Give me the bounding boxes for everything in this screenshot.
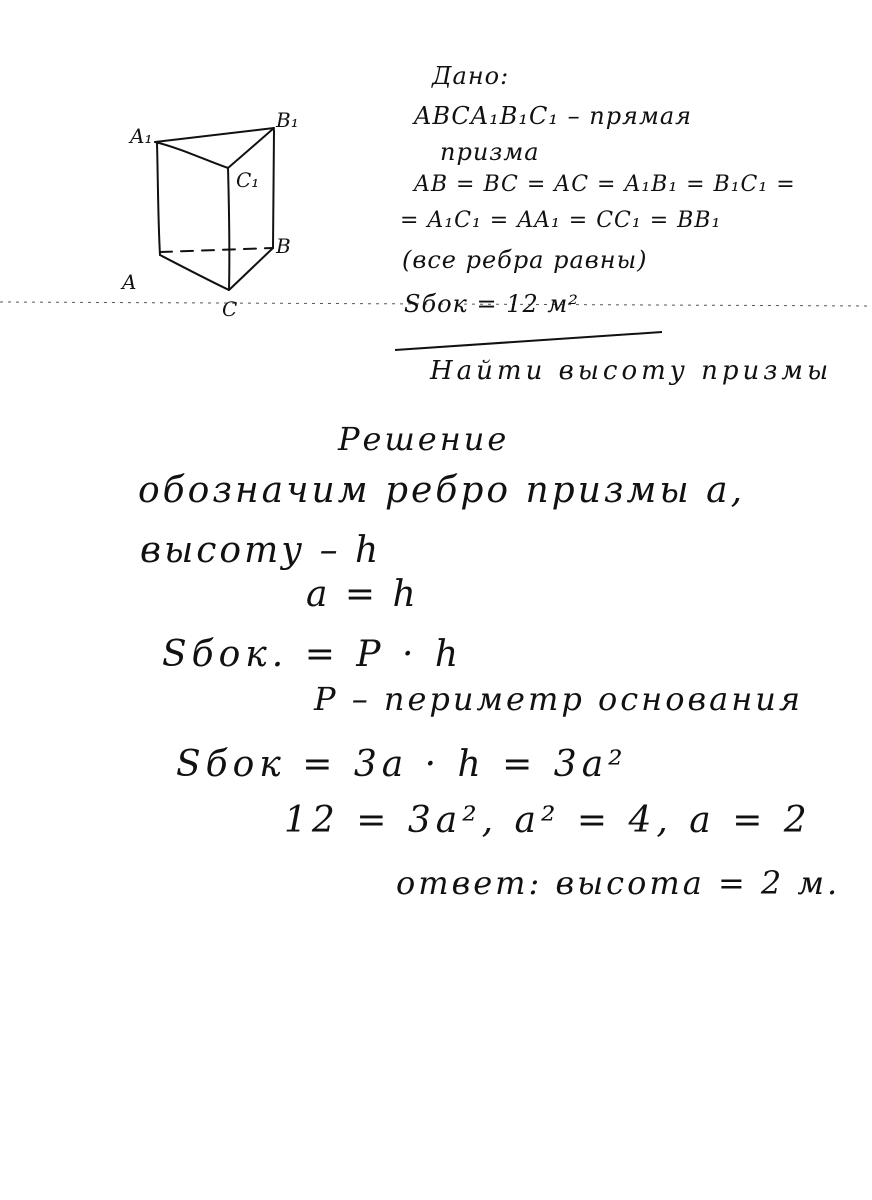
prism-top-edge-a1b1 (155, 128, 274, 142)
solution-line-2: высоту – h (140, 530, 382, 571)
prism-edge-aa1 (157, 143, 160, 255)
given-separator-line (395, 332, 662, 350)
given-line-4: = A₁C₁ = AA₁ = CC₁ = BB₁ (400, 208, 722, 233)
vertex-label-c: C (222, 297, 238, 321)
given-line-6: Sбок = 12 м² (404, 290, 579, 318)
prism-bottom-edge-cb (229, 248, 273, 290)
prism-bottom-edge-ac (160, 255, 229, 290)
vertex-label-a1: A₁ (130, 124, 153, 148)
vertex-label-b: B (276, 234, 291, 258)
given-line-3: AB = BC = AC = A₁B₁ = B₁C₁ = (414, 172, 796, 197)
given-line-1: ABCA₁B₁C₁ – прямая (414, 102, 693, 130)
vertex-label-c1: C₁ (236, 168, 260, 192)
prism-edge-bb1 (273, 130, 274, 248)
prism-top-edge-c1b1 (228, 128, 274, 168)
solution-line-4: Sбок. = P · h (162, 634, 464, 675)
given-line-2: призма (440, 138, 540, 166)
vertex-label-a: A (122, 270, 137, 294)
solution-line-5: P – периметр основания (314, 680, 804, 718)
answer-line: ответ: высота = 2 м. (396, 864, 841, 902)
given-line-5: (все ребра равны) (402, 246, 648, 274)
prism-bottom-edge-ab-hidden (160, 248, 273, 252)
solution-line-7: 12 = 3a², a² = 4, a = 2 (284, 800, 812, 841)
solution-heading: Решение (338, 420, 510, 458)
find-line: Найти высоту призмы (430, 356, 833, 386)
solution-line-1: обозначим ребро призмы a, (138, 470, 746, 511)
vertex-label-b1: B₁ (276, 108, 299, 132)
prism-edge-cc1 (228, 168, 229, 290)
solution-line-3: a = h (306, 574, 419, 615)
solution-line-6: Sбок = 3a · h = 3a² (176, 744, 628, 785)
given-heading: Дано: (432, 62, 510, 90)
prism-top-edge-a1c1 (155, 142, 228, 168)
